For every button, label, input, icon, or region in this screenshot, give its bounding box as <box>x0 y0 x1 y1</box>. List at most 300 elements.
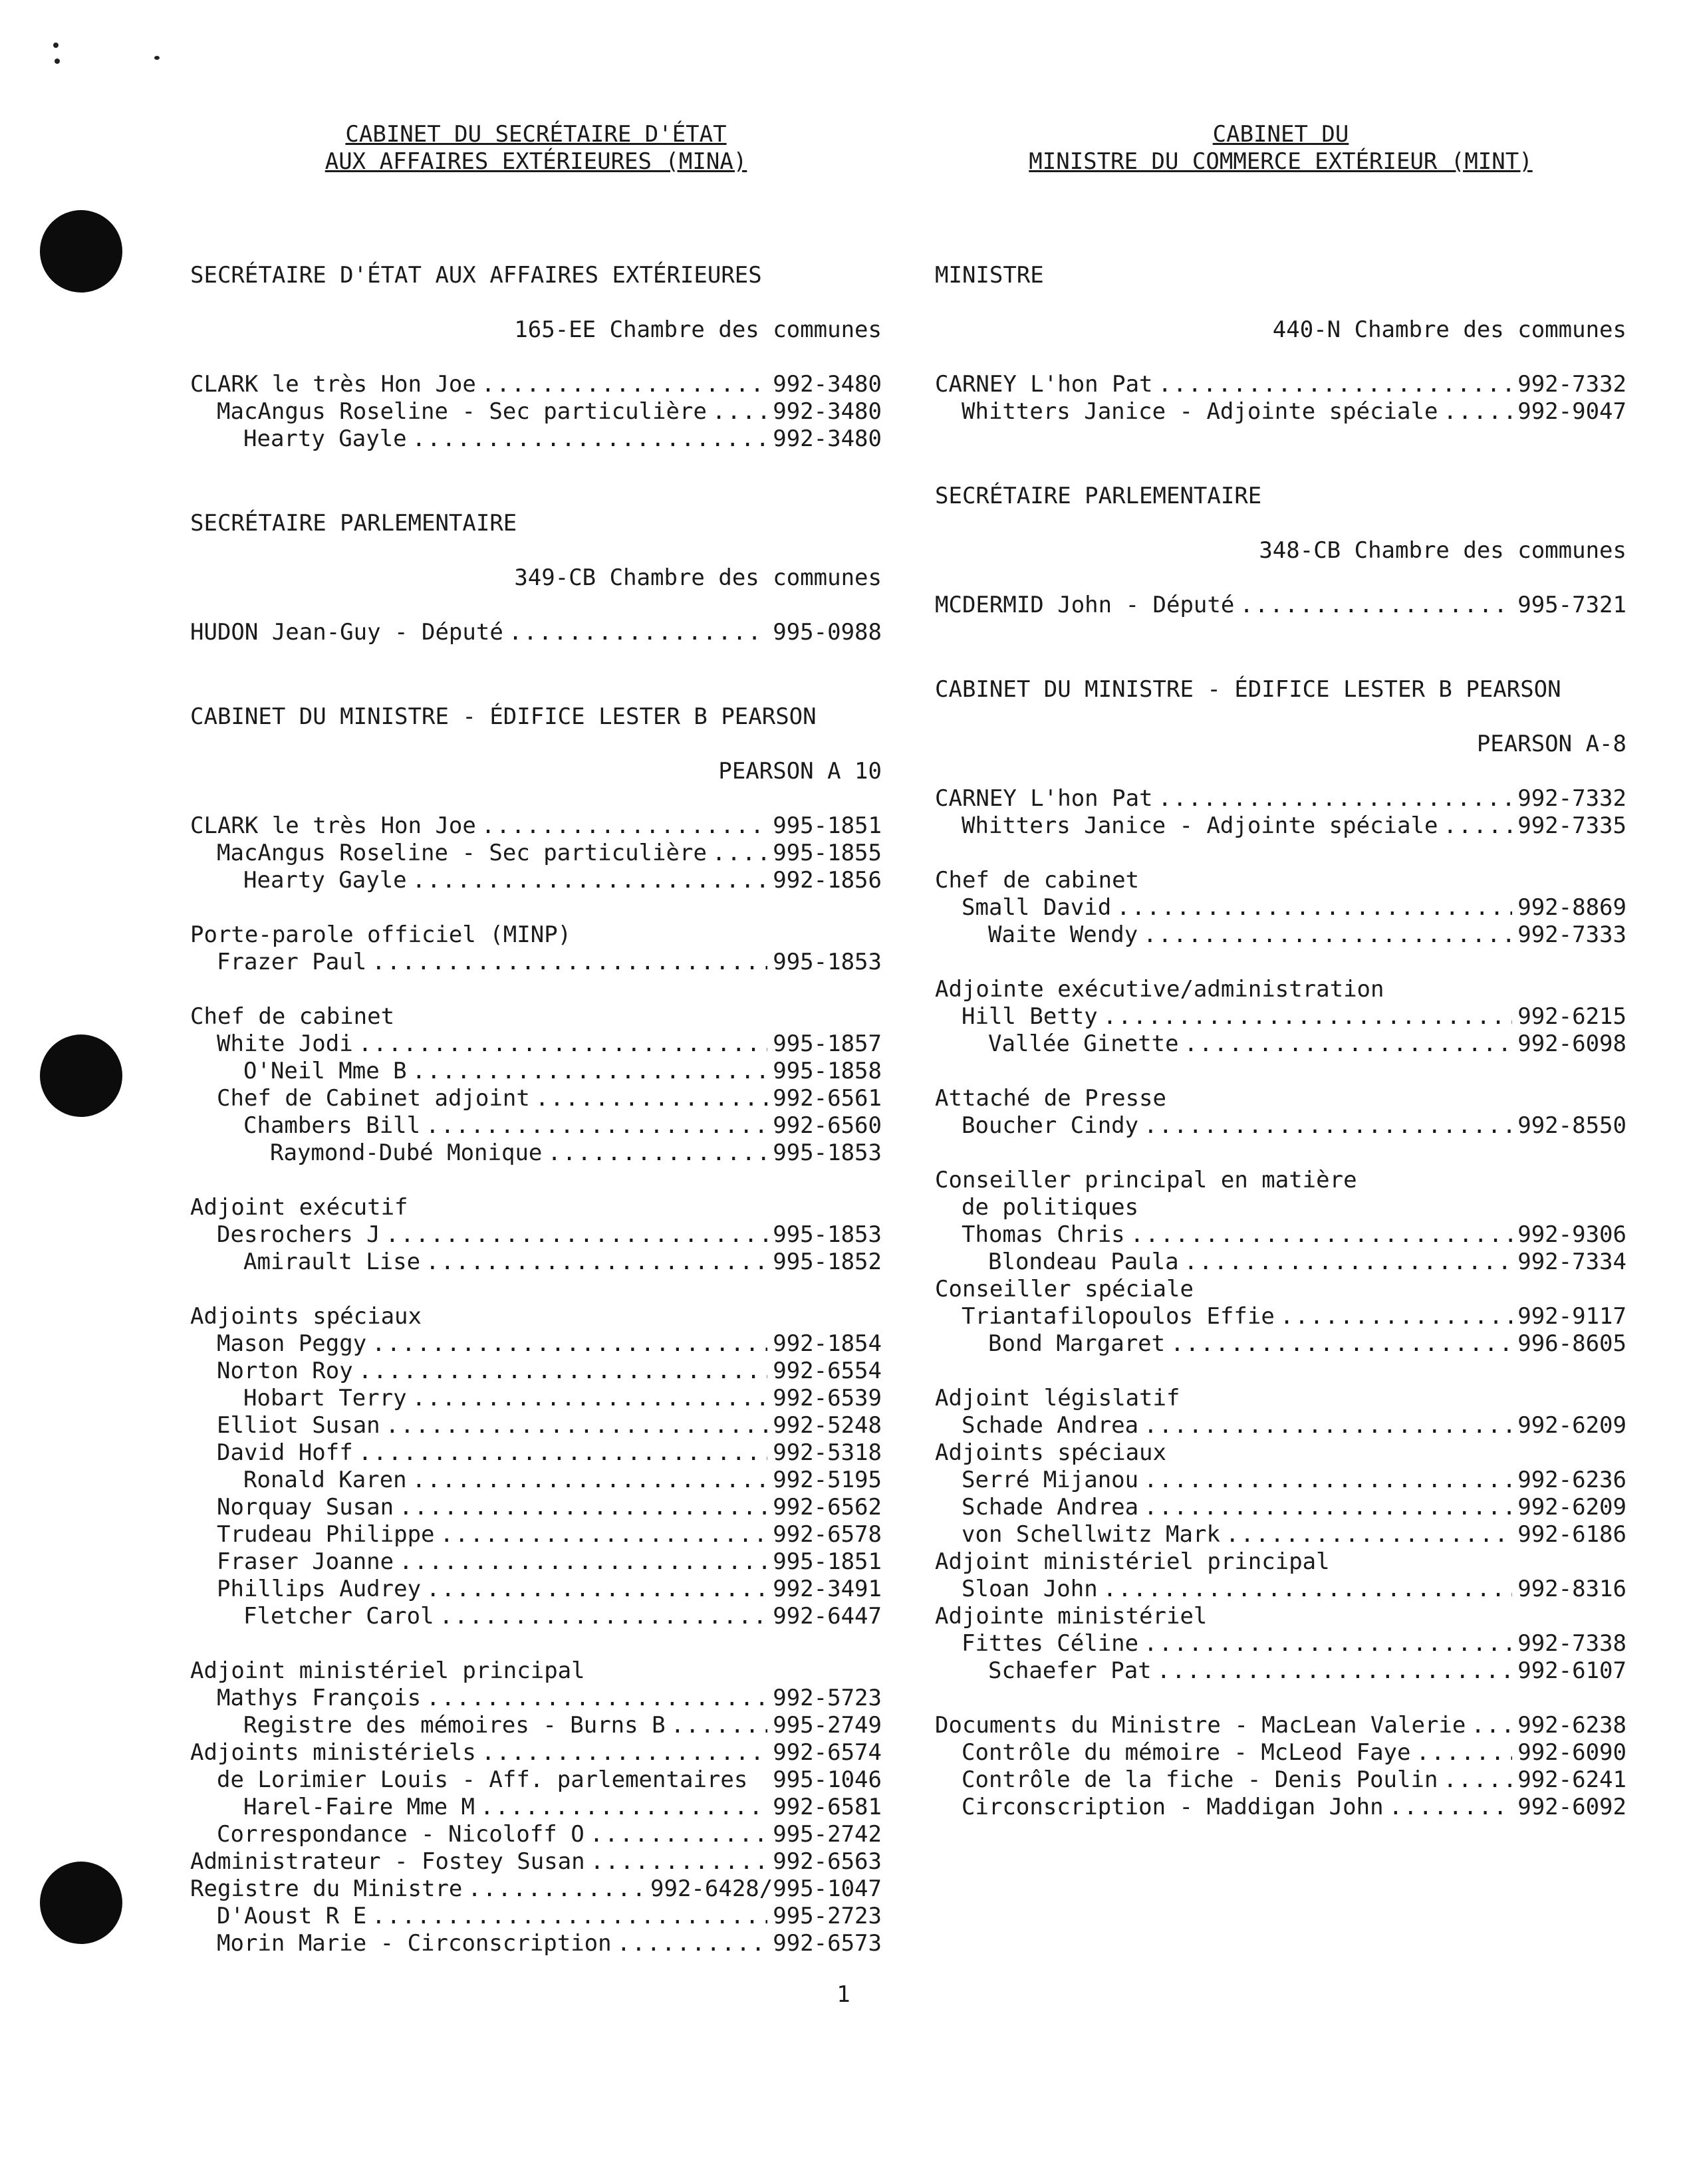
directory-entry <box>190 1112 882 1140</box>
directory-entry <box>190 1330 882 1358</box>
entry-name: Fraser Joanne <box>217 1548 394 1575</box>
entry-name: White Jodi <box>217 1031 353 1057</box>
entry-phone: 992-6215 <box>1517 1003 1626 1030</box>
directory-entry <box>190 867 882 894</box>
directory-section <box>190 262 882 453</box>
dot-leader <box>426 1249 767 1276</box>
directory-entry <box>935 812 1626 840</box>
entry-phone: 992-5318 <box>773 1439 882 1466</box>
entry-phone: 995-2723 <box>773 1903 882 1929</box>
entry-phone: 992-6574 <box>773 1739 882 1766</box>
entry-name: Chef de Cabinet adjoint <box>217 1085 530 1112</box>
entry-phone: 992-6578 <box>773 1521 882 1548</box>
dot-leader <box>1335 1548 1621 1576</box>
directory-entry <box>935 1003 1626 1031</box>
dot-leader <box>1143 921 1512 949</box>
entry-name: Registre du Ministre <box>190 1876 463 1902</box>
dot-leader <box>1158 371 1513 398</box>
directory-subheading <box>935 1194 1626 1221</box>
entry-name: Elliot Susan <box>217 1412 380 1439</box>
dot-leader <box>712 398 767 425</box>
directory-entry <box>190 1358 882 1385</box>
directory-entry <box>935 1521 1626 1548</box>
directory-entry <box>935 1630 1626 1657</box>
entry-name: Frazer Paul <box>217 949 367 975</box>
directory-entry <box>190 1494 882 1521</box>
directory-entry <box>935 1794 1626 1821</box>
dot-leader <box>1443 1766 1512 1794</box>
entry-name: CLARK le très Hon Joe <box>190 371 476 398</box>
entry-name: Administrateur - Fostey Susan <box>190 1848 585 1875</box>
entry-phone: 992-3491 <box>773 1576 882 1602</box>
entry-group <box>935 1385 1626 1685</box>
entry-name: Adjoint ministériel principal <box>935 1548 1330 1575</box>
directory-entry <box>935 592 1626 619</box>
entry-phone: 992-7338 <box>1517 1630 1626 1657</box>
entry-phone: 992-5248 <box>773 1412 882 1439</box>
directory-entry <box>190 840 882 867</box>
entry-phone: 992-6539 <box>773 1385 882 1411</box>
punch-hole-top <box>40 210 122 293</box>
entry-phone: 992-6238 <box>1517 1712 1626 1739</box>
entry-phone: 995-0988 <box>773 619 882 646</box>
entry-name: Adjoint exécutif <box>190 1194 408 1221</box>
directory-entry <box>935 1494 1626 1521</box>
directory-entry <box>190 1467 882 1494</box>
directory-section <box>935 483 1626 619</box>
entry-phone: 992-6090 <box>1517 1739 1626 1766</box>
entry-name: Circonscription - Maddigan John <box>962 1794 1384 1820</box>
entry-list <box>190 619 882 646</box>
entry-phone: 992-7335 <box>1517 812 1626 839</box>
dot-leader <box>1239 592 1512 619</box>
dot-leader <box>1144 867 1621 894</box>
entry-name: Chef de cabinet <box>190 1003 395 1030</box>
entry-phone: 995-1858 <box>773 1058 882 1084</box>
right-column <box>935 121 1626 1821</box>
directory-section <box>190 703 882 1957</box>
entry-phone: 992-7332 <box>1517 785 1626 812</box>
entry-phone: 992-6209 <box>1517 1494 1626 1520</box>
entry-phone: 992-9117 <box>1517 1303 1626 1330</box>
entry-name: Hearty Gayle <box>243 867 407 894</box>
dot-leader <box>372 949 767 976</box>
dot-leader <box>1103 1003 1513 1031</box>
section-title: MINISTRE <box>935 262 1044 289</box>
directory-entry <box>935 1576 1626 1603</box>
dot-leader <box>753 1766 767 1794</box>
dot-leader <box>412 867 768 894</box>
dot-leader <box>671 1712 768 1739</box>
scan-speck <box>55 59 60 64</box>
entry-name: Vallée Ginette <box>988 1031 1179 1057</box>
entry-phone: 992-6236 <box>1517 1467 1626 1493</box>
column-header-line: MINISTRE DU COMMERCE EXTÉRIEUR (MINT) <box>1029 148 1533 175</box>
entry-name: Raymond-Dubé Monique <box>270 1140 543 1166</box>
entry-phone: 992-3480 <box>773 425 882 452</box>
entry-phone: 992-6563 <box>773 1848 882 1875</box>
entry-phone: 992-3480 <box>773 371 882 398</box>
entry-name: Fletcher Carol <box>243 1603 434 1630</box>
dot-leader <box>535 1085 767 1112</box>
directory-entry <box>190 425 882 453</box>
directory-entry <box>935 1112 1626 1140</box>
entry-phone: 995-1855 <box>773 840 882 866</box>
dot-leader <box>481 812 767 840</box>
entry-name: Hill Betty <box>962 1003 1098 1030</box>
entry-phone: 995-1857 <box>773 1031 882 1057</box>
dot-leader <box>399 1494 767 1521</box>
entry-name: Documents du Ministre - MacLean Valerie <box>935 1712 1466 1739</box>
entry-name: Phillips Audrey <box>217 1576 422 1602</box>
entry-phone: 992-6209 <box>1517 1412 1626 1439</box>
entry-phone: 995-1853 <box>773 1221 882 1248</box>
directory-entry <box>190 398 882 425</box>
entry-name: Ronald Karen <box>243 1467 407 1493</box>
directory-subheading <box>935 1548 1626 1576</box>
entry-name: MCDERMID John - Député <box>935 592 1235 618</box>
directory-subheading <box>935 1439 1626 1467</box>
entry-name: Adjointe ministériel <box>935 1603 1208 1630</box>
dot-leader <box>1157 1657 1513 1685</box>
entry-phone: 992-6098 <box>1517 1031 1626 1057</box>
entry-name: Adjoint législatif <box>935 1385 1180 1411</box>
entry-group <box>935 1712 1626 1821</box>
section-address: 348-CB Chambre des communes <box>1259 537 1626 564</box>
entry-name: Whitters Janice - Adjointe spéciale <box>962 398 1438 425</box>
dot-leader <box>426 1576 767 1603</box>
directory-entry <box>190 1031 882 1058</box>
directory-entry <box>935 1303 1626 1330</box>
entry-group <box>190 1194 882 1276</box>
dot-leader <box>1144 1194 1621 1221</box>
entry-phone: 992-6561 <box>773 1085 882 1112</box>
directory-entry <box>935 1221 1626 1249</box>
directory-entry <box>190 1249 882 1276</box>
dot-leader <box>1363 1167 1621 1194</box>
dot-leader <box>1199 1276 1621 1303</box>
directory-entry <box>935 398 1626 425</box>
entry-name: Waite Wendy <box>988 921 1138 948</box>
dot-leader <box>1103 1576 1513 1603</box>
dot-leader <box>1390 976 1621 1003</box>
entry-phone: 995-1851 <box>773 812 882 839</box>
entry-phone: 992-9306 <box>1517 1221 1626 1248</box>
entry-phone: 995-1853 <box>773 949 882 975</box>
punch-hole-middle <box>40 1034 122 1117</box>
entry-name: Norton Roy <box>217 1358 353 1384</box>
dot-leader <box>399 1548 767 1576</box>
dot-leader <box>1443 812 1512 840</box>
entry-group <box>190 1303 882 1630</box>
section-address: PEARSON A-8 <box>1476 731 1626 757</box>
section-title: SECRÉTAIRE PARLEMENTAIRE <box>190 510 517 537</box>
entry-name: de politiques <box>962 1194 1139 1221</box>
dot-leader <box>590 1848 768 1876</box>
dot-leader <box>426 1685 767 1712</box>
directory-entry <box>190 1385 882 1412</box>
entry-name: Amirault Lise <box>243 1249 421 1275</box>
entry-phone: 992-6573 <box>773 1930 882 1957</box>
page-number: 1 <box>837 1981 850 2008</box>
dot-leader <box>412 425 768 453</box>
directory-entry <box>190 1603 882 1630</box>
entry-name: David Hoff <box>217 1439 353 1466</box>
entry-phone: 992-6428/995-1047 <box>650 1876 882 1902</box>
entry-name: Mathys François <box>217 1685 422 1711</box>
section-title: CABINET DU MINISTRE - ÉDIFICE LESTER B PEARSON <box>935 676 1561 703</box>
dot-leader <box>1116 894 1512 921</box>
entry-name: CLARK le très Hon Joe <box>190 812 476 839</box>
dot-leader <box>440 1603 768 1630</box>
entry-phone: 995-1852 <box>773 1249 882 1275</box>
dot-leader <box>1212 1603 1621 1630</box>
entry-name: Small David <box>962 894 1112 921</box>
entry-name: Sloan John <box>962 1576 1098 1602</box>
entry-name: Boucher Cindy <box>962 1112 1139 1139</box>
dot-leader <box>358 1358 768 1385</box>
entry-name: Correspondance - Nicoloff O <box>217 1821 584 1848</box>
entry-group <box>190 619 882 646</box>
directory-subheading <box>190 1194 882 1221</box>
entry-name: HUDON Jean-Guy - Député <box>190 619 503 646</box>
directory-entry <box>935 1412 1626 1439</box>
entry-name: Adjointe exécutive/administration <box>935 976 1384 1003</box>
entry-phone: 992-6107 <box>1517 1657 1626 1684</box>
entry-phone: 992-6447 <box>773 1603 882 1630</box>
dot-leader <box>1172 1085 1621 1112</box>
entry-group <box>935 592 1626 619</box>
directory-entry <box>935 894 1626 921</box>
dot-leader <box>509 619 767 646</box>
entry-name: Schade Andrea <box>962 1412 1139 1439</box>
directory-subheading <box>935 1276 1626 1303</box>
directory-entry <box>935 1249 1626 1276</box>
directory-section <box>935 676 1626 1821</box>
directory-subheading <box>935 867 1626 894</box>
dot-leader <box>358 1031 768 1058</box>
entry-group <box>190 1003 882 1167</box>
directory-entry <box>935 785 1626 812</box>
dot-leader <box>1172 1439 1621 1467</box>
entry-phone: 992-6554 <box>773 1358 882 1384</box>
dot-leader <box>386 1221 768 1249</box>
column-header-line: CABINET DU <box>1212 121 1349 148</box>
entry-list <box>190 812 882 1957</box>
entry-name: Bond Margaret <box>988 1330 1166 1357</box>
directory-entry <box>190 1821 882 1848</box>
directory-entry <box>935 1739 1626 1766</box>
entry-phone: 992-8550 <box>1517 1112 1626 1139</box>
dot-leader <box>1226 1521 1512 1548</box>
dot-leader <box>480 1794 767 1821</box>
entry-name: Conseiller principal en matière <box>935 1167 1357 1193</box>
entry-phone: 992-1856 <box>773 867 882 894</box>
entry-phone: 995-2749 <box>773 1712 882 1739</box>
entry-list <box>935 371 1626 425</box>
section-address: 440-N Chambre des communes <box>1272 316 1626 343</box>
dot-leader <box>590 1657 876 1685</box>
dot-leader <box>386 1412 768 1439</box>
dot-leader <box>547 1140 767 1167</box>
dot-leader <box>590 1821 768 1848</box>
entry-name: Blondeau Paula <box>988 1249 1179 1275</box>
directory-entry <box>935 1657 1626 1685</box>
entry-name: von Schellwitz Mark <box>962 1521 1220 1548</box>
entry-name: Whitters Janice - Adjointe spéciale <box>962 812 1438 839</box>
directory-entry <box>190 949 882 976</box>
directory-entry <box>190 1848 882 1876</box>
directory-entry <box>935 921 1626 949</box>
dot-leader <box>1471 1712 1512 1739</box>
entry-list <box>935 785 1626 1821</box>
directory-entry <box>190 1794 882 1821</box>
entry-phone: 992-7333 <box>1517 921 1626 948</box>
column-header-line: CABINET DU SECRÉTAIRE D'ÉTAT <box>345 121 727 148</box>
dot-leader <box>412 1058 768 1085</box>
entry-name: Norquay Susan <box>217 1494 394 1520</box>
entry-name: Schade Andrea <box>962 1494 1139 1520</box>
dot-leader <box>1443 398 1512 425</box>
directory-subheading <box>935 1603 1626 1630</box>
entry-phone: 992-7334 <box>1517 1249 1626 1275</box>
dot-leader <box>372 1330 767 1358</box>
dot-leader <box>1416 1739 1513 1766</box>
entry-name: Schaefer Pat <box>988 1657 1152 1684</box>
dot-leader <box>426 1112 767 1140</box>
directory-subheading <box>190 921 882 949</box>
directory-entry <box>190 1521 882 1548</box>
entry-list <box>190 371 882 453</box>
section-title: CABINET DU MINISTRE - ÉDIFICE LESTER B PEARSON <box>190 703 817 730</box>
punch-hole-bottom <box>40 1862 122 1944</box>
entry-phone: 995-2742 <box>773 1821 882 1848</box>
directory-subheading <box>190 1003 882 1031</box>
dot-leader <box>481 1739 767 1766</box>
entry-name: Adjoints spéciaux <box>935 1439 1166 1466</box>
entry-name: Porte-parole officiel (MINP) <box>190 921 572 948</box>
directory-entry <box>190 371 882 398</box>
directory-entry <box>190 1930 882 1957</box>
dot-leader <box>577 921 876 949</box>
column-header-line: AUX AFFAIRES EXTÉRIEURES (MINA) <box>324 148 747 175</box>
directory-entry <box>190 812 882 840</box>
entry-name: CARNEY L'hon Pat <box>935 785 1153 812</box>
dot-leader <box>1170 1330 1512 1358</box>
section-address: PEARSON A 10 <box>718 758 882 785</box>
dot-leader <box>412 1467 768 1494</box>
entry-name: Registre des mémoires - Burns B <box>243 1712 666 1739</box>
entry-phone: 992-6092 <box>1517 1794 1626 1820</box>
dot-leader <box>1184 1031 1513 1058</box>
entry-name: Adjoints ministériels <box>190 1739 476 1766</box>
dot-leader <box>1280 1303 1512 1330</box>
entry-phone: 995-1046 <box>773 1766 882 1793</box>
section-address: 349-CB Chambre des communes <box>514 564 882 591</box>
entry-name: D'Aoust R E <box>217 1903 367 1929</box>
entry-group <box>190 921 882 976</box>
entry-phone: 992-8316 <box>1517 1576 1626 1602</box>
directory-entry <box>190 1903 882 1930</box>
entry-name: Adjoints spéciaux <box>190 1303 422 1330</box>
dot-leader <box>1185 1385 1621 1412</box>
dot-leader <box>467 1876 645 1903</box>
dot-leader <box>1144 1630 1512 1657</box>
entry-phone: 992-6562 <box>773 1494 882 1520</box>
section-address: 165-EE Chambre des communes <box>514 316 882 343</box>
entry-name: Mason Peggy <box>217 1330 367 1357</box>
entry-name: Attaché de Presse <box>935 1085 1166 1112</box>
dot-leader <box>1144 1467 1512 1494</box>
entry-name: CARNEY L'hon Pat <box>935 371 1153 398</box>
dot-leader <box>712 840 767 867</box>
entry-phone: 992-9047 <box>1517 398 1626 425</box>
entry-name: de Lorimier Louis - Aff. parlementaires <box>217 1766 748 1793</box>
dot-leader <box>1144 1112 1512 1140</box>
entry-phone: 992-5723 <box>773 1685 882 1711</box>
entry-name: Contrôle de la fiche - Denis Poulin <box>962 1766 1438 1793</box>
left-column <box>190 121 882 1957</box>
directory-entry <box>935 1031 1626 1058</box>
dot-leader <box>372 1903 767 1930</box>
entry-name: MacAngus Roseline - Sec particulière <box>217 840 707 866</box>
entry-name: Conseiller spéciale <box>935 1276 1194 1302</box>
directory-subheading <box>935 1385 1626 1412</box>
entry-name: Hearty Gayle <box>243 425 407 452</box>
directory-entry <box>190 1712 882 1739</box>
entry-phone: 995-1851 <box>773 1548 882 1575</box>
directory-entry <box>190 1685 882 1712</box>
entry-name: Adjoint ministériel principal <box>190 1657 585 1684</box>
directory-entry <box>190 1576 882 1603</box>
section-title: SECRÉTAIRE PARLEMENTAIRE <box>935 483 1262 509</box>
entry-group <box>935 1085 1626 1140</box>
dot-leader <box>414 1194 876 1221</box>
entry-group <box>190 371 882 453</box>
dot-leader <box>1389 1794 1513 1821</box>
directory-subheading <box>935 1167 1626 1194</box>
entry-phone: 995-1853 <box>773 1140 882 1166</box>
directory-subheading <box>190 1657 882 1685</box>
entry-phone: 996-8605 <box>1517 1330 1626 1357</box>
directory-entry <box>935 371 1626 398</box>
directory-section <box>190 510 882 646</box>
entry-name: O'Neil Mme B <box>243 1058 407 1084</box>
dot-leader <box>617 1930 768 1957</box>
entry-phone: 992-8869 <box>1517 894 1626 921</box>
entry-name: Thomas Chris <box>962 1221 1125 1248</box>
entry-group <box>190 812 882 894</box>
entry-name: Serré Mijanou <box>962 1467 1139 1493</box>
entry-group <box>935 1167 1626 1358</box>
entry-name: Fittes Céline <box>962 1630 1139 1657</box>
dot-leader <box>1144 1412 1512 1439</box>
directory-entry <box>190 1439 882 1467</box>
entry-phone: 992-7332 <box>1517 371 1626 398</box>
entry-name: Desrochers J <box>217 1221 380 1248</box>
dot-leader <box>427 1303 876 1330</box>
dot-leader <box>400 1003 876 1031</box>
dot-leader <box>1130 1221 1513 1249</box>
directory-entry <box>935 1330 1626 1358</box>
directory-entry <box>190 1221 882 1249</box>
directory-entry <box>935 1467 1626 1494</box>
entry-group <box>190 1657 882 1957</box>
dot-leader <box>440 1521 768 1548</box>
directory-entry <box>190 1739 882 1766</box>
entry-phone: 992-5195 <box>773 1467 882 1493</box>
dot-leader <box>1144 1494 1512 1521</box>
